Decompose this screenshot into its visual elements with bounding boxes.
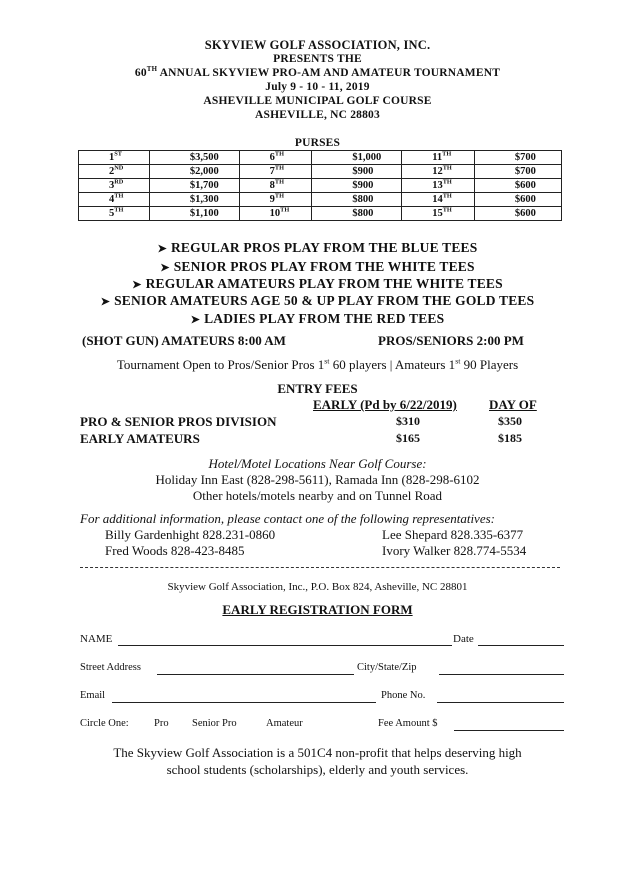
event-title: 60TH ANNUAL SKYVIEW PRO-AM AND AMATEUR TOURNAMENT — [134, 66, 501, 79]
date-label: Date — [453, 633, 474, 645]
mailing-address: Skyview Golf Association, Inc., P.O. Box 824, Asheville, NC 28801 — [167, 581, 468, 593]
purse-place: 7TH — [239, 165, 312, 179]
pro-start: PROS/SENIORS 2:00 PM — [378, 333, 524, 348]
purse-amount: $800 — [312, 207, 402, 221]
purse-amount: $2,000 — [149, 165, 239, 179]
purse-row — [79, 165, 562, 179]
purse-amount: $1,100 — [149, 207, 239, 221]
purse-amount: $3,500 — [149, 151, 239, 165]
name-field[interactable] — [118, 645, 452, 646]
purse-amount: $800 — [312, 193, 402, 207]
entry-fees-title: ENTRY FEES — [277, 381, 358, 396]
dayof-col-header: DAY OF — [489, 397, 537, 412]
purse-place: 3RD — [79, 179, 150, 193]
purse-place: 10TH — [239, 207, 312, 221]
phone-field[interactable] — [437, 702, 564, 703]
fee-amount-field[interactable] — [454, 730, 564, 731]
venue-city: ASHEVILLE, NC 28803 — [255, 109, 380, 121]
purse-amount: $1,700 — [149, 179, 239, 193]
purse-amount: $700 — [474, 165, 561, 179]
contact-person: Lee Shepard 828.335-6377 — [382, 527, 524, 542]
street-field[interactable] — [157, 674, 354, 675]
fee-dayof: $185 — [498, 431, 522, 445]
purse-place: 9TH — [239, 193, 312, 207]
purses-title: PURSES — [294, 137, 341, 149]
fee-row-label: EARLY AMATEURS — [80, 431, 200, 446]
amateur-start: (SHOT GUN) AMATEURS 8:00 AM — [82, 333, 286, 348]
purse-amount: $1,300 — [149, 193, 239, 207]
nonprofit-line: school students (scholarships), elderly and youth services. — [166, 762, 469, 777]
fee-amount-label: Fee Amount $ — [378, 718, 438, 729]
fee-row-label: PRO & SENIOR PROS DIVISION — [80, 414, 277, 429]
city-label: City/State/Zip — [357, 662, 417, 673]
tee-rule: ➤ SENIOR PROS PLAY FROM THE WHITE TEES — [160, 259, 475, 274]
purse-amount: $700 — [474, 151, 561, 165]
contact-person: Billy Gardenhight 828.231-0860 — [105, 527, 276, 542]
fee-dayof: $350 — [498, 414, 522, 428]
form-title: EARLY REGISTRATION FORM — [222, 602, 413, 617]
contact-person: Fred Woods 828-423-8485 — [105, 543, 245, 558]
tee-rule: ➤ SENIOR AMATEURS AGE 50 & UP PLAY FROM THE GOLD TEES — [100, 293, 535, 308]
option-senior-pro[interactable]: Senior Pro — [192, 718, 237, 729]
purse-place: 6TH — [239, 151, 312, 165]
early-col-header: EARLY (Pd by 6/22/2019) — [313, 397, 457, 412]
purse-place: 1ST — [79, 151, 150, 165]
purse-place: 11TH — [402, 151, 475, 165]
hotels-line: Other hotels/motels nearby and on Tunnel Road — [192, 488, 443, 503]
option-amateur[interactable]: Amateur — [266, 718, 303, 729]
purse-amount: $900 — [312, 165, 402, 179]
email-label: Email — [80, 690, 106, 701]
phone-label: Phone No. — [381, 690, 426, 701]
org-name: SKYVIEW GOLF ASSOCIATION, INC. — [204, 38, 431, 52]
purse-place: 13TH — [402, 179, 475, 193]
arrow-icon: ➤ — [190, 314, 201, 326]
nonprofit-line: The Skyview Golf Association is a 501C4 non-profit that helps deserving high — [113, 745, 522, 760]
purses-table — [78, 150, 562, 221]
purse-amount: $900 — [312, 179, 402, 193]
purse-place: 12TH — [402, 165, 475, 179]
cut-line — [80, 567, 560, 568]
city-field[interactable] — [439, 674, 564, 675]
purse-place: 14TH — [402, 193, 475, 207]
arrow-icon: ➤ — [132, 279, 142, 291]
purse-amount: $600 — [474, 193, 561, 207]
event-dates: July 9 - 10 - 11, 2019 — [265, 81, 370, 93]
purse-row — [79, 151, 562, 165]
hotels-title: Hotel/Motel Locations Near Golf Course: — [208, 456, 427, 471]
fee-early: $165 — [396, 431, 420, 445]
arrow-icon: ➤ — [157, 243, 167, 255]
fee-early: $310 — [396, 414, 420, 428]
open-line: Tournament Open to Pros/Senior Pros 1st 60 players | Amateurs 1st 90 Players — [116, 356, 519, 372]
purse-row — [79, 179, 562, 193]
date-field[interactable] — [478, 645, 564, 646]
hotels-line: Holiday Inn East (828-298-5611), Ramada Inn (828-298-6102 — [155, 472, 480, 487]
purse-amount: $1,000 — [312, 151, 402, 165]
purse-row — [79, 207, 562, 221]
tee-rule: ➤ LADIES PLAY FROM THE RED TEES — [190, 311, 445, 326]
arrow-icon: ➤ — [100, 296, 111, 308]
circle-label: Circle One: — [80, 718, 129, 729]
tee-rule: ➤ REGULAR AMATEURS PLAY FROM THE WHITE TEES — [132, 276, 503, 291]
tee-rule: ➤ REGULAR PROS PLAY FROM THE BLUE TEES — [157, 240, 478, 255]
option-pro[interactable]: Pro — [154, 718, 169, 729]
street-label: Street Address — [80, 662, 141, 673]
purse-place: 4TH — [79, 193, 150, 207]
name-label: NAME — [80, 633, 113, 645]
purse-row — [79, 193, 562, 207]
purse-place: 2ND — [79, 165, 150, 179]
venue: ASHEVILLE MUNICIPAL GOLF COURSE — [203, 95, 432, 107]
purse-place: 5TH — [79, 207, 150, 221]
contacts-title: For additional information, please contact one of the following representatives: — [80, 511, 495, 526]
arrow-icon: ➤ — [160, 262, 170, 274]
purse-amount: $600 — [474, 179, 561, 193]
purse-place: 15TH — [402, 207, 475, 221]
presents-line: PRESENTS THE — [273, 53, 362, 65]
purse-amount: $600 — [474, 207, 561, 221]
contact-person: Ivory Walker 828.774-5534 — [382, 543, 527, 558]
email-field[interactable] — [112, 702, 376, 703]
purse-place: 8TH — [239, 179, 312, 193]
